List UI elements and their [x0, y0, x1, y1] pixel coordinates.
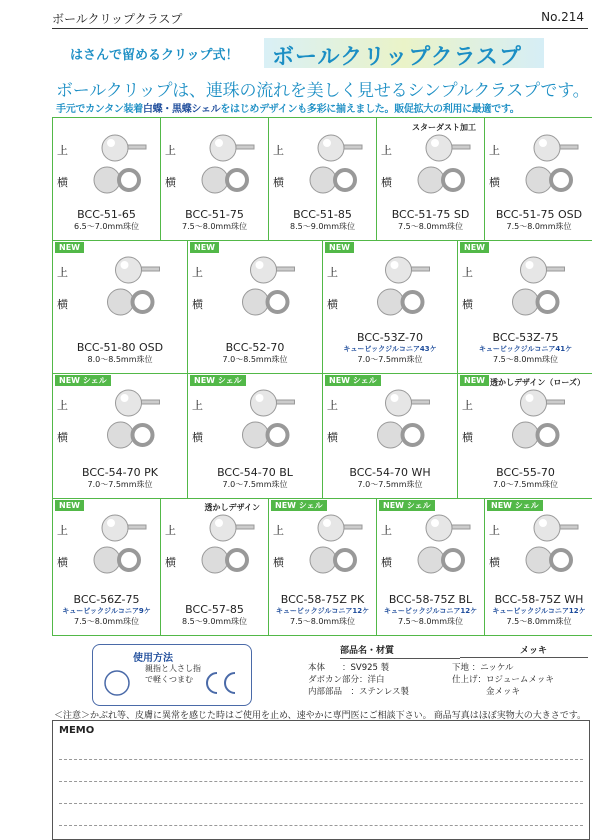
zirconia-count: キュービックジルコニア9ケ — [62, 607, 151, 615]
clasp-top-image — [485, 512, 592, 544]
memo-line — [59, 803, 583, 804]
hero-banner — [264, 38, 544, 68]
clasp-top-image — [188, 387, 323, 419]
clasp-side-image — [323, 284, 458, 318]
side-view-label: 横 — [57, 556, 68, 569]
clasp-side-image — [269, 162, 377, 196]
top-view-label: 上 — [192, 399, 203, 412]
lead-subtext — [56, 100, 520, 115]
side-view-label: 横 — [273, 556, 284, 569]
clasp-top-image — [323, 254, 458, 286]
pearl-size: 7.5～8.0mm珠位 — [73, 617, 140, 626]
clasp-side-image — [485, 162, 592, 196]
product-code: BCC-54-70 WH — [349, 466, 431, 479]
banner-title: ボールクリップクラスプ — [272, 45, 522, 70]
side-view-label: 横 — [273, 176, 284, 189]
clasp-top-image — [377, 512, 485, 544]
side-view-label: 横 — [489, 176, 500, 189]
clasp-top-image — [161, 132, 269, 164]
clasp-side-image — [161, 162, 269, 196]
pearl-size: 8.0～8.5mm珠位 — [87, 355, 153, 364]
new-badge: NEW シェル — [325, 375, 381, 386]
product-code: BCC-56Z-75 — [73, 593, 140, 606]
lead2-part-a: 手元でカンタン装着 — [56, 104, 143, 115]
product-cell — [485, 118, 592, 240]
pearl-size: 7.0～7.5mm珠位 — [492, 480, 559, 489]
zirconia-count: キュービックジルコニア12ケ — [383, 607, 478, 615]
new-badge: NEW シェル — [55, 375, 111, 386]
top-view-label: 上 — [165, 524, 176, 537]
clasp-side-image — [188, 417, 323, 451]
side-view-label: 横 — [57, 431, 68, 444]
pearl-size: 7.5～8.0mm珠位 — [181, 222, 248, 231]
side-view-label: 横 — [327, 431, 338, 444]
pearl-size: 7.0～7.5mm珠位 — [357, 355, 423, 364]
usage-diagram-icon — [97, 659, 247, 703]
usage-desc-2: で軽くつまむ — [145, 675, 193, 684]
product-code: BCC-51-75 — [185, 208, 244, 221]
memo-box[interactable] — [52, 720, 590, 840]
pearl-size: 8.5～9.0mm珠位 — [289, 222, 356, 231]
product-grid — [52, 117, 592, 636]
usage-desc-1: 親指と人さし指 — [145, 664, 201, 673]
top-view-label: 上 — [273, 144, 284, 157]
pearl-size: 7.5～8.0mm珠位 — [492, 355, 559, 364]
product-cell — [188, 240, 323, 373]
side-view-label: 横 — [462, 298, 473, 311]
clasp-top-image — [323, 387, 458, 419]
product-code: BCC-52-70 — [225, 341, 285, 354]
lead2-part-c: をはじめデザインも多彩に揃えました。販促拡大の利用に最適です。 — [220, 104, 520, 115]
product-cell — [53, 498, 161, 635]
product-code: BCC-55-70 — [496, 466, 555, 479]
clasp-top-image — [53, 132, 161, 164]
new-badge: NEW シェル — [379, 500, 435, 511]
product-cell — [53, 373, 188, 498]
product-note: 透かしデザイン（ローズ） — [489, 378, 585, 387]
side-view-label: 横 — [165, 176, 176, 189]
side-view-label: 横 — [57, 298, 68, 311]
clasp-top-image — [485, 132, 592, 164]
top-view-label: 上 — [381, 524, 392, 537]
product-cell — [458, 240, 592, 373]
clasp-top-image — [53, 254, 188, 286]
memo-line — [59, 759, 583, 760]
spec-table — [300, 644, 588, 698]
clasp-side-image — [53, 284, 188, 318]
new-badge: NEW シェル — [487, 500, 543, 511]
clasp-side-image — [377, 162, 485, 196]
spec-plating-header: メッキ — [460, 644, 588, 658]
clasp-side-image — [53, 417, 188, 451]
product-code: BCC-54-70 PK — [82, 466, 158, 479]
usage-box — [92, 644, 252, 706]
spec-plating-2: 仕上げ：ロジュームメッキ — [452, 675, 554, 685]
footer-photo-note: 商品写真はほぼ実物大の大きさです。 — [433, 711, 586, 721]
new-badge: NEW — [190, 242, 219, 253]
hero-subtitle: はさんで留めるクリップ式！ — [70, 48, 239, 63]
new-badge: NEW — [460, 375, 489, 386]
clasp-side-image — [458, 417, 592, 451]
top-view-label: 上 — [192, 266, 203, 279]
memo-line — [59, 781, 583, 782]
clasp-top-image — [188, 254, 323, 286]
clasp-top-image — [377, 132, 485, 164]
pearl-size: 7.0～8.5mm珠位 — [222, 355, 288, 364]
product-row — [53, 498, 592, 635]
product-code: BCC-58-75Z WH — [494, 593, 584, 606]
clasp-side-image — [53, 162, 161, 196]
pearl-size: 7.0～7.5mm珠位 — [87, 480, 153, 489]
product-code: BCC-51-75 SD — [391, 208, 470, 221]
top-view-label: 上 — [462, 266, 473, 279]
product-cell — [458, 373, 592, 498]
pearl-size: 7.5～8.0mm珠位 — [397, 222, 464, 231]
clasp-top-image — [458, 254, 592, 286]
top-view-label: 上 — [489, 524, 500, 537]
product-code: BCC-51-85 — [293, 208, 352, 221]
product-note: スターダスト加工 — [412, 123, 476, 132]
top-view-label: 上 — [489, 144, 500, 157]
zirconia-count: キュービックジルコニア12ケ — [492, 607, 586, 615]
side-view-label: 横 — [381, 176, 392, 189]
product-code: BCC-58-75Z BL — [388, 593, 473, 606]
memo-line — [59, 825, 583, 826]
product-cell — [485, 498, 592, 635]
top-view-label: 上 — [57, 524, 68, 537]
page-title: ボールクリップクラスプ — [52, 12, 183, 26]
top-view-label: 上 — [273, 524, 284, 537]
product-code: BCC-57-85 — [185, 603, 244, 616]
side-view-label: 横 — [327, 298, 338, 311]
clasp-side-image — [53, 542, 161, 576]
product-code: BCC-54-70 BL — [217, 466, 293, 479]
pearl-size: 7.5～8.0mm珠位 — [506, 222, 572, 231]
product-code: BCC-51-75 OSD — [495, 208, 583, 221]
page-header — [52, 8, 588, 29]
clasp-side-image — [161, 542, 269, 576]
spec-plating-3: 金メッキ — [452, 687, 521, 697]
zirconia-count: キュービックジルコニア12ケ — [275, 607, 370, 615]
product-cell — [53, 240, 188, 373]
product-code: BCC-53Z-70 — [357, 331, 423, 344]
top-view-label: 上 — [327, 266, 338, 279]
clasp-top-image — [269, 512, 377, 544]
spec-row-3: 内部部品 ：ステンレス製 — [308, 687, 409, 697]
clasp-side-image — [323, 417, 458, 451]
product-note: 透かしデザイン — [204, 503, 260, 512]
top-view-label: 上 — [57, 144, 68, 157]
pearl-size: 7.5～8.0mm珠位 — [397, 617, 464, 626]
product-row — [53, 240, 592, 374]
usage-title: 使用方法 — [133, 653, 173, 664]
side-view-label: 横 — [57, 176, 68, 189]
spec-parts-header: 部品名・材質 — [340, 644, 460, 659]
clasp-side-image — [188, 284, 323, 318]
clasp-top-image — [53, 387, 188, 419]
lead-text: ボールクリップは、連珠の流れを美しく見せるシンプルクラスプです。 — [56, 81, 590, 101]
product-code: BCC-51-80 OSD — [76, 341, 164, 354]
product-cell — [161, 118, 269, 240]
lead2-part-b: 白蝶・黒蝶シェル — [142, 104, 221, 115]
pearl-size: 7.0～7.5mm珠位 — [357, 480, 423, 489]
product-cell — [269, 118, 377, 240]
spec-row-1: 本体 ：SV925 製 — [308, 663, 390, 673]
side-view-label: 横 — [165, 556, 176, 569]
side-view-label: 横 — [462, 431, 473, 444]
product-cell — [323, 373, 458, 498]
new-badge: NEW — [55, 242, 84, 253]
pearl-size: 7.0～7.5mm珠位 — [222, 480, 288, 489]
clasp-side-image — [458, 284, 592, 318]
clasp-top-image — [458, 387, 592, 419]
clasp-side-image — [377, 542, 485, 576]
clasp-side-image — [269, 542, 377, 576]
product-cell — [377, 498, 485, 635]
new-badge: NEW シェル — [190, 375, 246, 386]
product-cell — [377, 118, 485, 240]
new-badge: NEW シェル — [271, 500, 327, 511]
product-cell — [53, 118, 161, 240]
product-code: BCC-58-75Z PK — [280, 593, 365, 606]
top-view-label: 上 — [165, 144, 176, 157]
memo-title: MEMO — [59, 725, 95, 736]
side-view-label: 横 — [192, 298, 203, 311]
product-row — [53, 373, 592, 499]
page-number: No.214 — [541, 10, 584, 24]
top-view-label: 上 — [381, 144, 392, 157]
product-cell — [188, 373, 323, 498]
top-view-label: 上 — [327, 399, 338, 412]
top-view-label: 上 — [57, 399, 68, 412]
product-code: BCC-53Z-75 — [492, 331, 559, 344]
clasp-top-image — [161, 512, 269, 544]
product-cell — [269, 498, 377, 635]
clasp-side-image — [485, 542, 592, 576]
product-row — [53, 118, 592, 241]
clasp-top-image — [269, 132, 377, 164]
side-view-label: 横 — [489, 556, 500, 569]
new-badge: NEW — [325, 242, 354, 253]
side-view-label: 横 — [381, 556, 392, 569]
footer-caution: ＜注意＞かぶれ等、皮膚に異常を感じた時はご使用を止め、速やかに専門医にご相談下さい。 — [54, 711, 432, 721]
zirconia-count: キュービックジルコニア41ケ — [478, 345, 573, 353]
product-cell — [323, 240, 458, 373]
spec-plating-1: 下地 ：ニッケル — [452, 663, 514, 673]
clasp-top-image — [53, 512, 161, 544]
top-view-label: 上 — [57, 266, 68, 279]
pearl-size: 8.5～9.0mm珠位 — [181, 617, 248, 626]
pearl-size: 7.5～8.0mm珠位 — [506, 617, 572, 626]
product-code: BCC-51-65 — [77, 208, 136, 221]
product-cell — [161, 498, 269, 635]
spec-row-2: ダボカン部分：洋白 — [308, 675, 385, 685]
pearl-size: 7.5～8.0mm珠位 — [289, 617, 356, 626]
new-badge: NEW — [55, 500, 84, 511]
zirconia-count: キュービックジルコニア43ケ — [343, 345, 437, 353]
side-view-label: 横 — [192, 431, 203, 444]
top-view-label: 上 — [462, 399, 473, 412]
new-badge: NEW — [460, 242, 489, 253]
pearl-size: 6.5～7.0mm珠位 — [73, 222, 140, 231]
